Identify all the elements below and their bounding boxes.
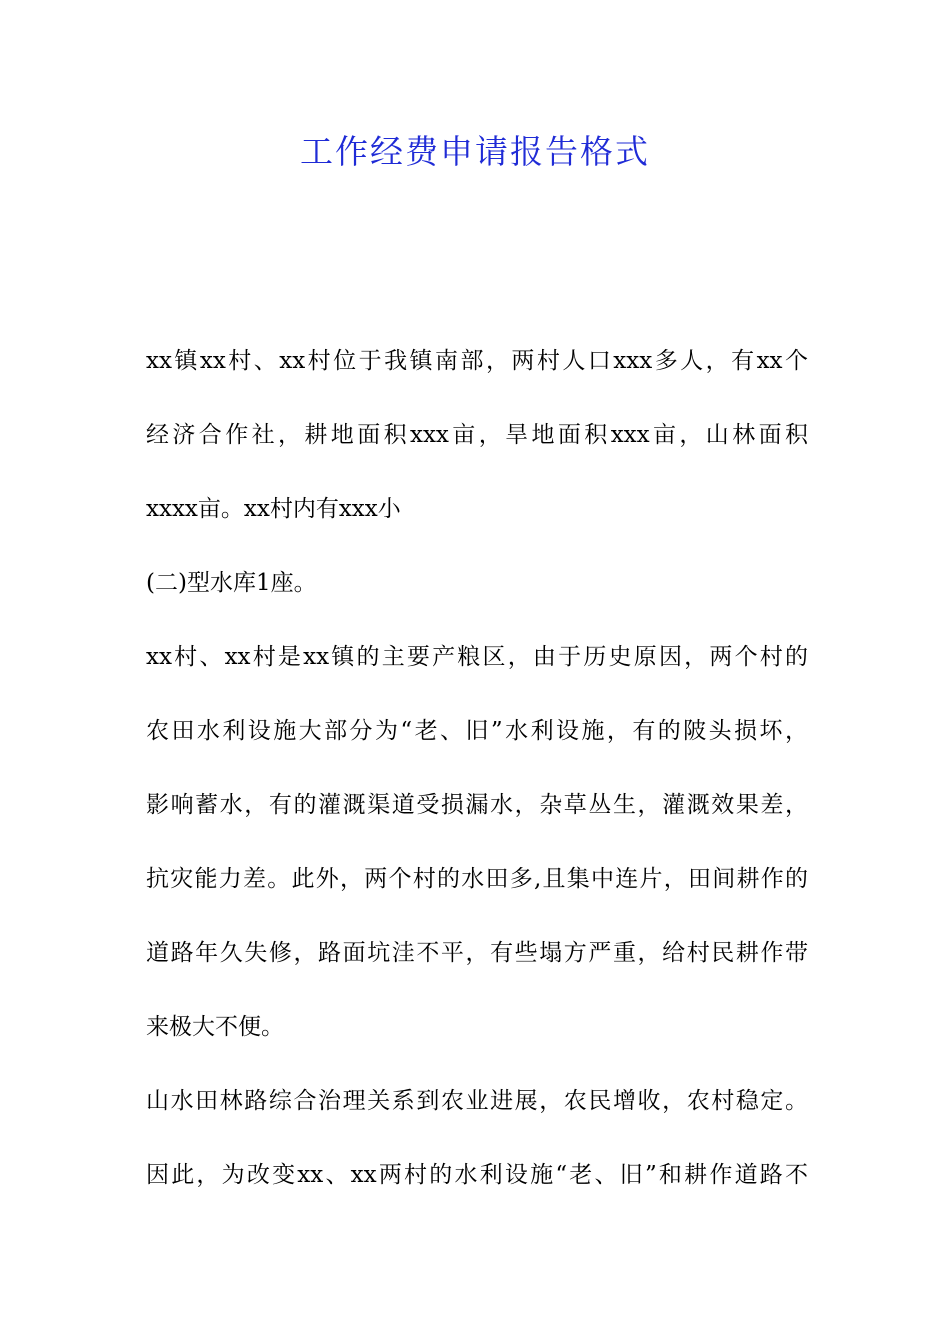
body-line-9: 道路年久失修，路面坑洼不平，有些塌方严重，给村民耕作带 (146, 940, 808, 966)
body-line-4: (二)型水库1座。 (146, 570, 317, 596)
body-line-7: 影响蓄水，有的灌溉渠道受损漏水，杂草丛生，灌溉效果差， (146, 792, 808, 818)
body-line-12: 因此，为改变xx、xx两村的水利设施“老、旧”和耕作道路不 (146, 1162, 808, 1188)
body-line-3: xxxx亩。xx村内有xxx小 (146, 496, 401, 522)
body-line-11: 山水田林路综合治理关系到农业进展，农民增收，农村稳定。 (146, 1088, 808, 1114)
body-line-10: 来极大不便。 (146, 1014, 284, 1040)
body-line-5: xx村、xx村是xx镇的主要产粮区，由于历史原因，两个村的 (146, 644, 808, 670)
document-body (146, 334, 808, 1222)
body-line-8: 抗灾能力差。此外，两个村的水田多,且集中连片，田间耕作的 (146, 866, 808, 892)
body-line-6: 农田水利设施大部分为“老、旧”水利设施，有的陂头损坏， (146, 718, 808, 744)
body-line-2: 经济合作社，耕地面积xxx亩，旱地面积xxx亩，山林面积 (146, 422, 808, 448)
body-line-1: xx镇xx村、xx村位于我镇南部，两村人口xxx多人，有xx个 (146, 348, 808, 374)
document-title: 工作经费申请报告格式 (300, 132, 650, 171)
